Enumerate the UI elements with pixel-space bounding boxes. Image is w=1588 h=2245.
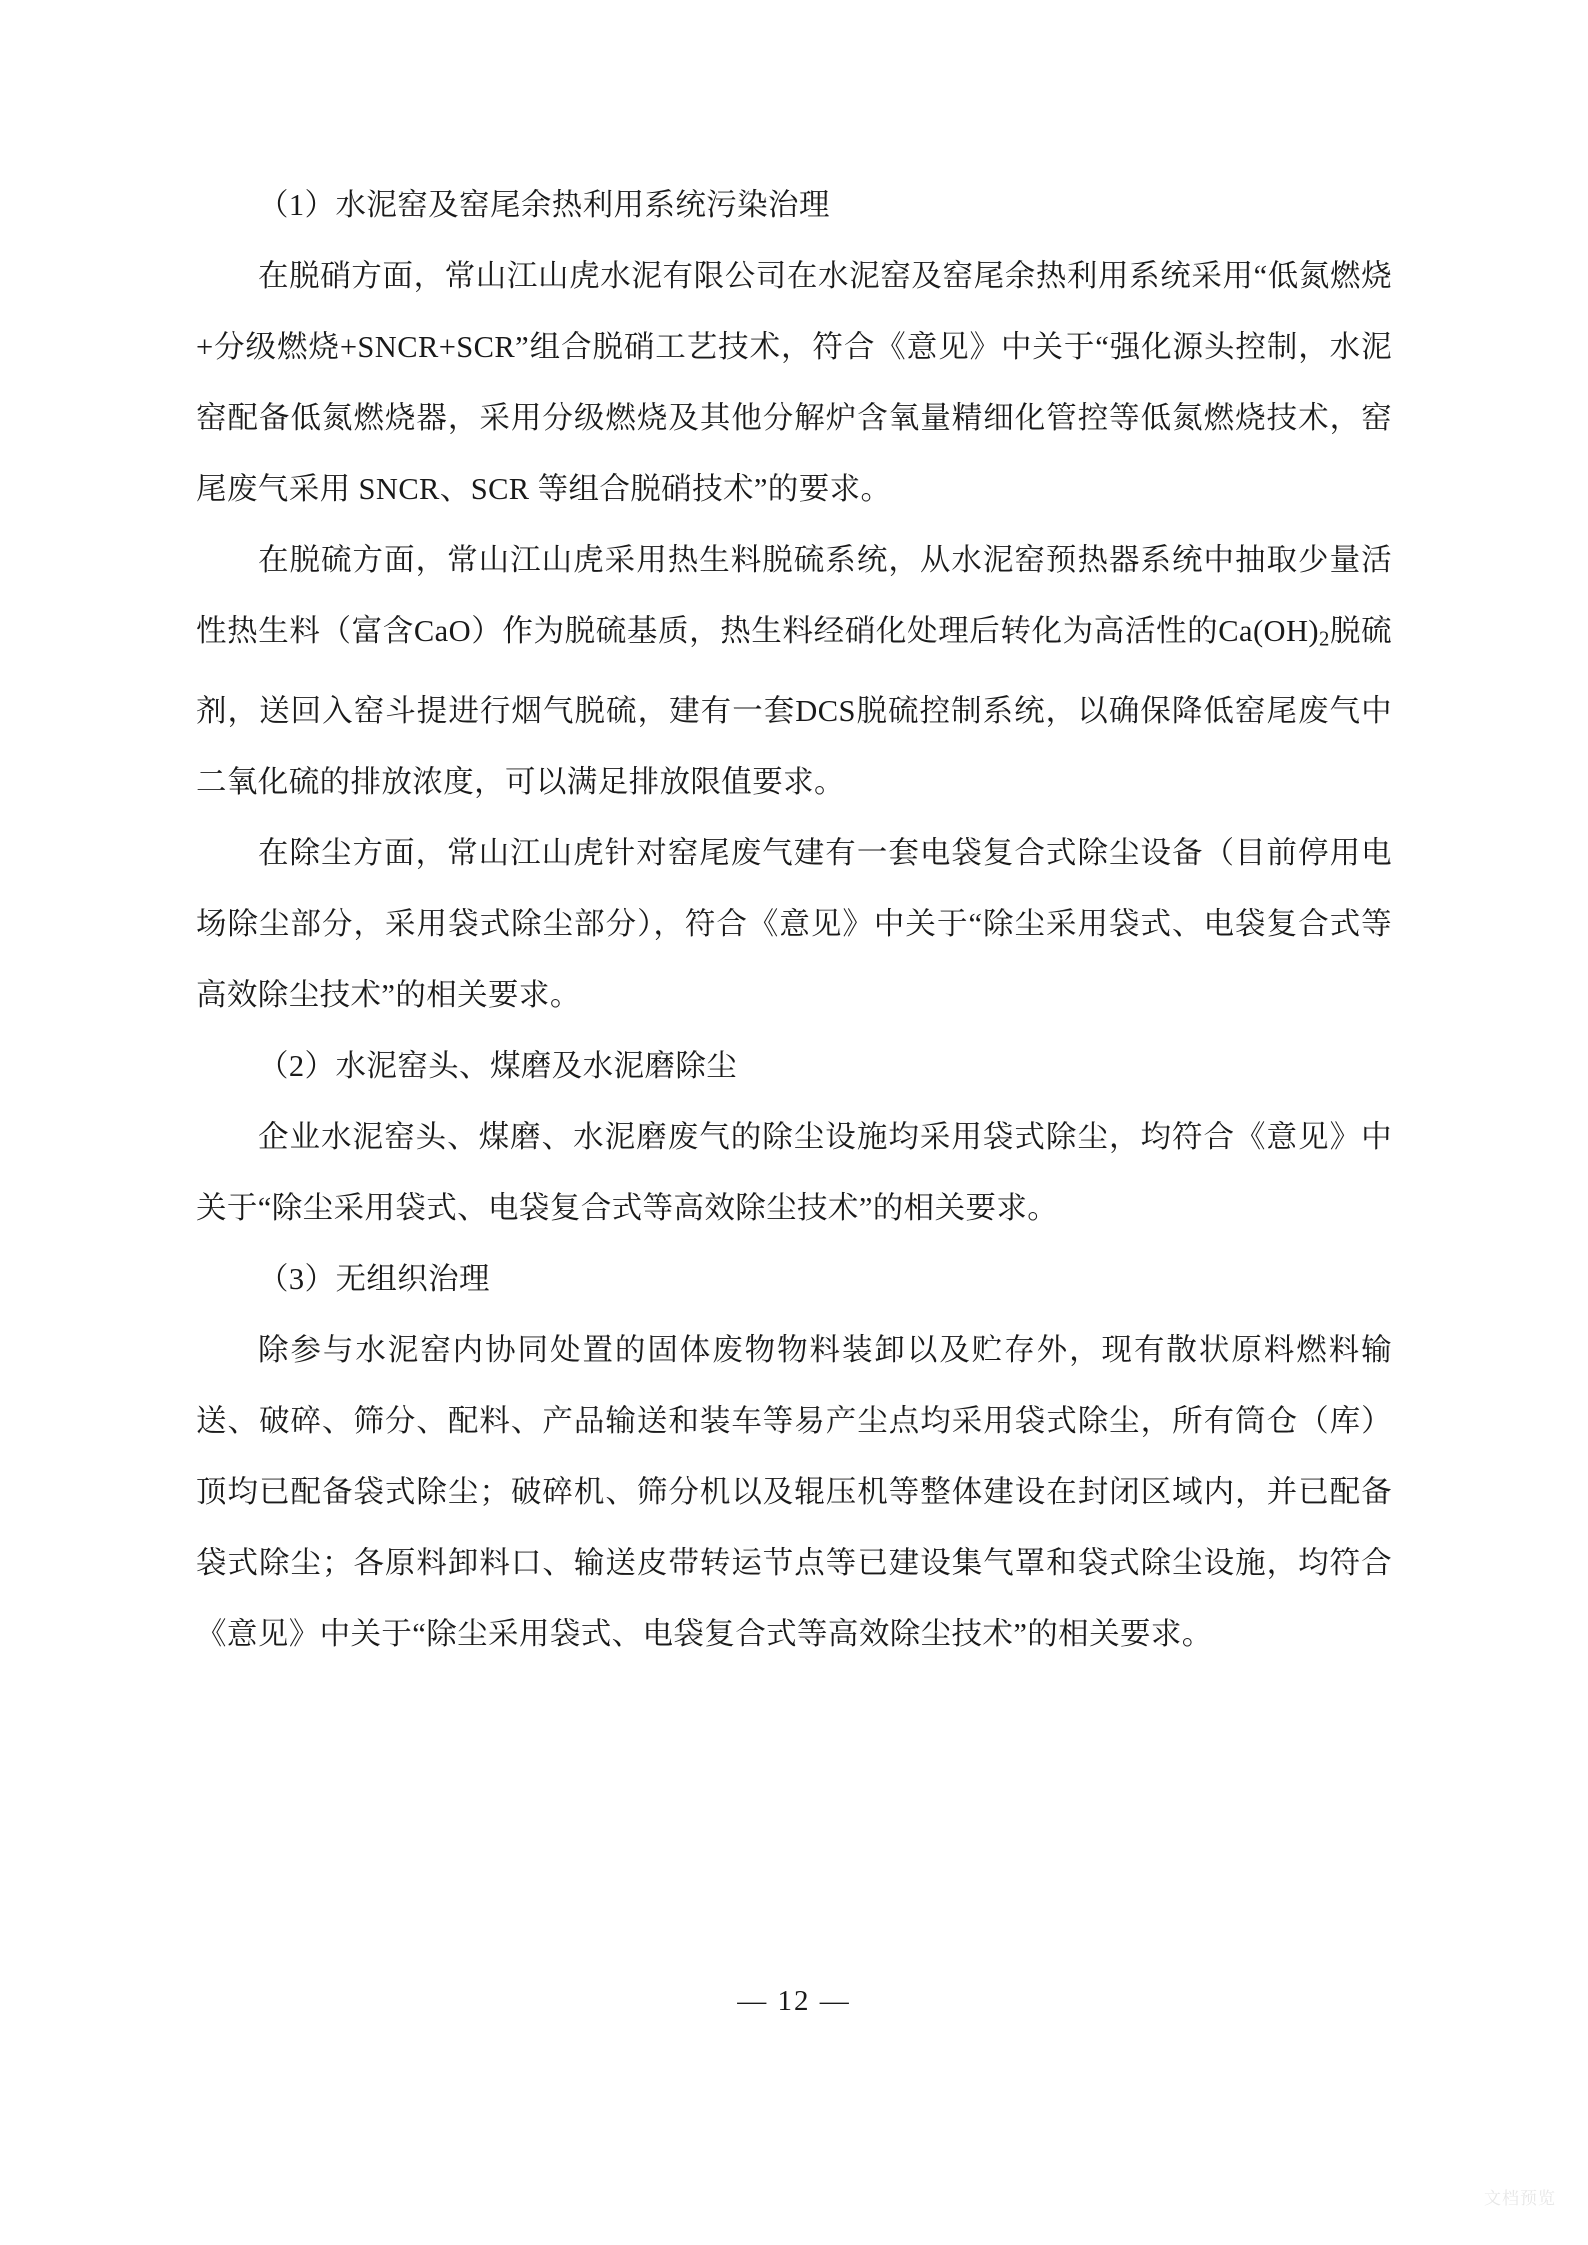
paragraph-desulfurization-part2: 脱硫剂，送回入窑斗提进行烟气脱硫，建有一套DCS脱硫控制系统，以确保降低窑尾废气中二氧化硫的排放浓度，可以满足排放限值要求。 bbox=[196, 614, 1392, 799]
section-heading-2: （2）水泥窑头、煤磨及水泥磨除尘 bbox=[258, 1048, 738, 1083]
paragraph-kiln-head-dust: 企业水泥窑头、煤磨、水泥磨废气的除尘设施均采用袋式除尘，均符合《意见》中关于“除尘采用袋式、电袋复合式等高效除尘技术”的相关要求。 bbox=[196, 1119, 1392, 1225]
watermark: 文档预览 bbox=[1484, 2189, 1556, 2208]
paragraph-dust-removal: 在除尘方面，常山江山虎针对窑尾废气建有一套电袋复合式除尘设备（目前停用电场除尘部分，采用袋式除尘部分），符合《意见》中关于“除尘采用袋式、电袋复合式等高效除尘技术”的相关要求。 bbox=[196, 835, 1392, 1012]
paragraph-denitrification: 在脱硝方面，常山江山虎水泥有限公司在水泥窑及窑尾余热利用系统采用“低氮燃烧+分级燃烧+SNCR+SCR”组合脱硝工艺技术，符合《意见》中关于“强化源头控制，水泥窑配备低氮燃烧器，采用分级燃烧及其他分解炉含氧量精细化管控等低氮燃烧技术，窑尾废气采用 SNCR、SCR 等组合脱硝技术”的要求。 bbox=[196, 259, 1392, 506]
page-number: — 12 — bbox=[737, 1985, 851, 2017]
section-heading-1: （1）水泥窑及窑尾余热利用系统污染治理 bbox=[258, 188, 830, 222]
paragraph-desulfurization bbox=[196, 525, 1392, 818]
paragraph-fugitive-emissions: 除参与水泥窑内协同处置的固体废物物料装卸以及贮存外，现有散状原料燃料输送、破碎、筛分、配料、产品输送和装车等易产尘点均采用袋式除尘，所有筒仓（库）顶均已配备袋式除尘；破碎机、筛分机以及辊压机等整体建设在封闭区域内，并已配备袋式除尘；各原料卸料口、输送皮带转运节点等已建设集气罩和袋式除尘设施，均符合《意见》中关于“除尘采用袋式、电袋复合式等高效除尘技术”的相关要求。 bbox=[196, 1332, 1392, 1651]
subscript-two: 2 bbox=[1318, 628, 1330, 651]
section-heading-3: （3）无组织治理 bbox=[258, 1261, 490, 1296]
document-body bbox=[196, 170, 1392, 1670]
paragraph-desulfurization-part1: 在脱硫方面，常山江山虎采用热生料脱硫系统，从水泥窑预热器系统中抽取少量活性热生料（富含CaO）作为脱硫基质，热生料经硝化处理后转化为高活性的Ca(OH) bbox=[196, 543, 1392, 648]
